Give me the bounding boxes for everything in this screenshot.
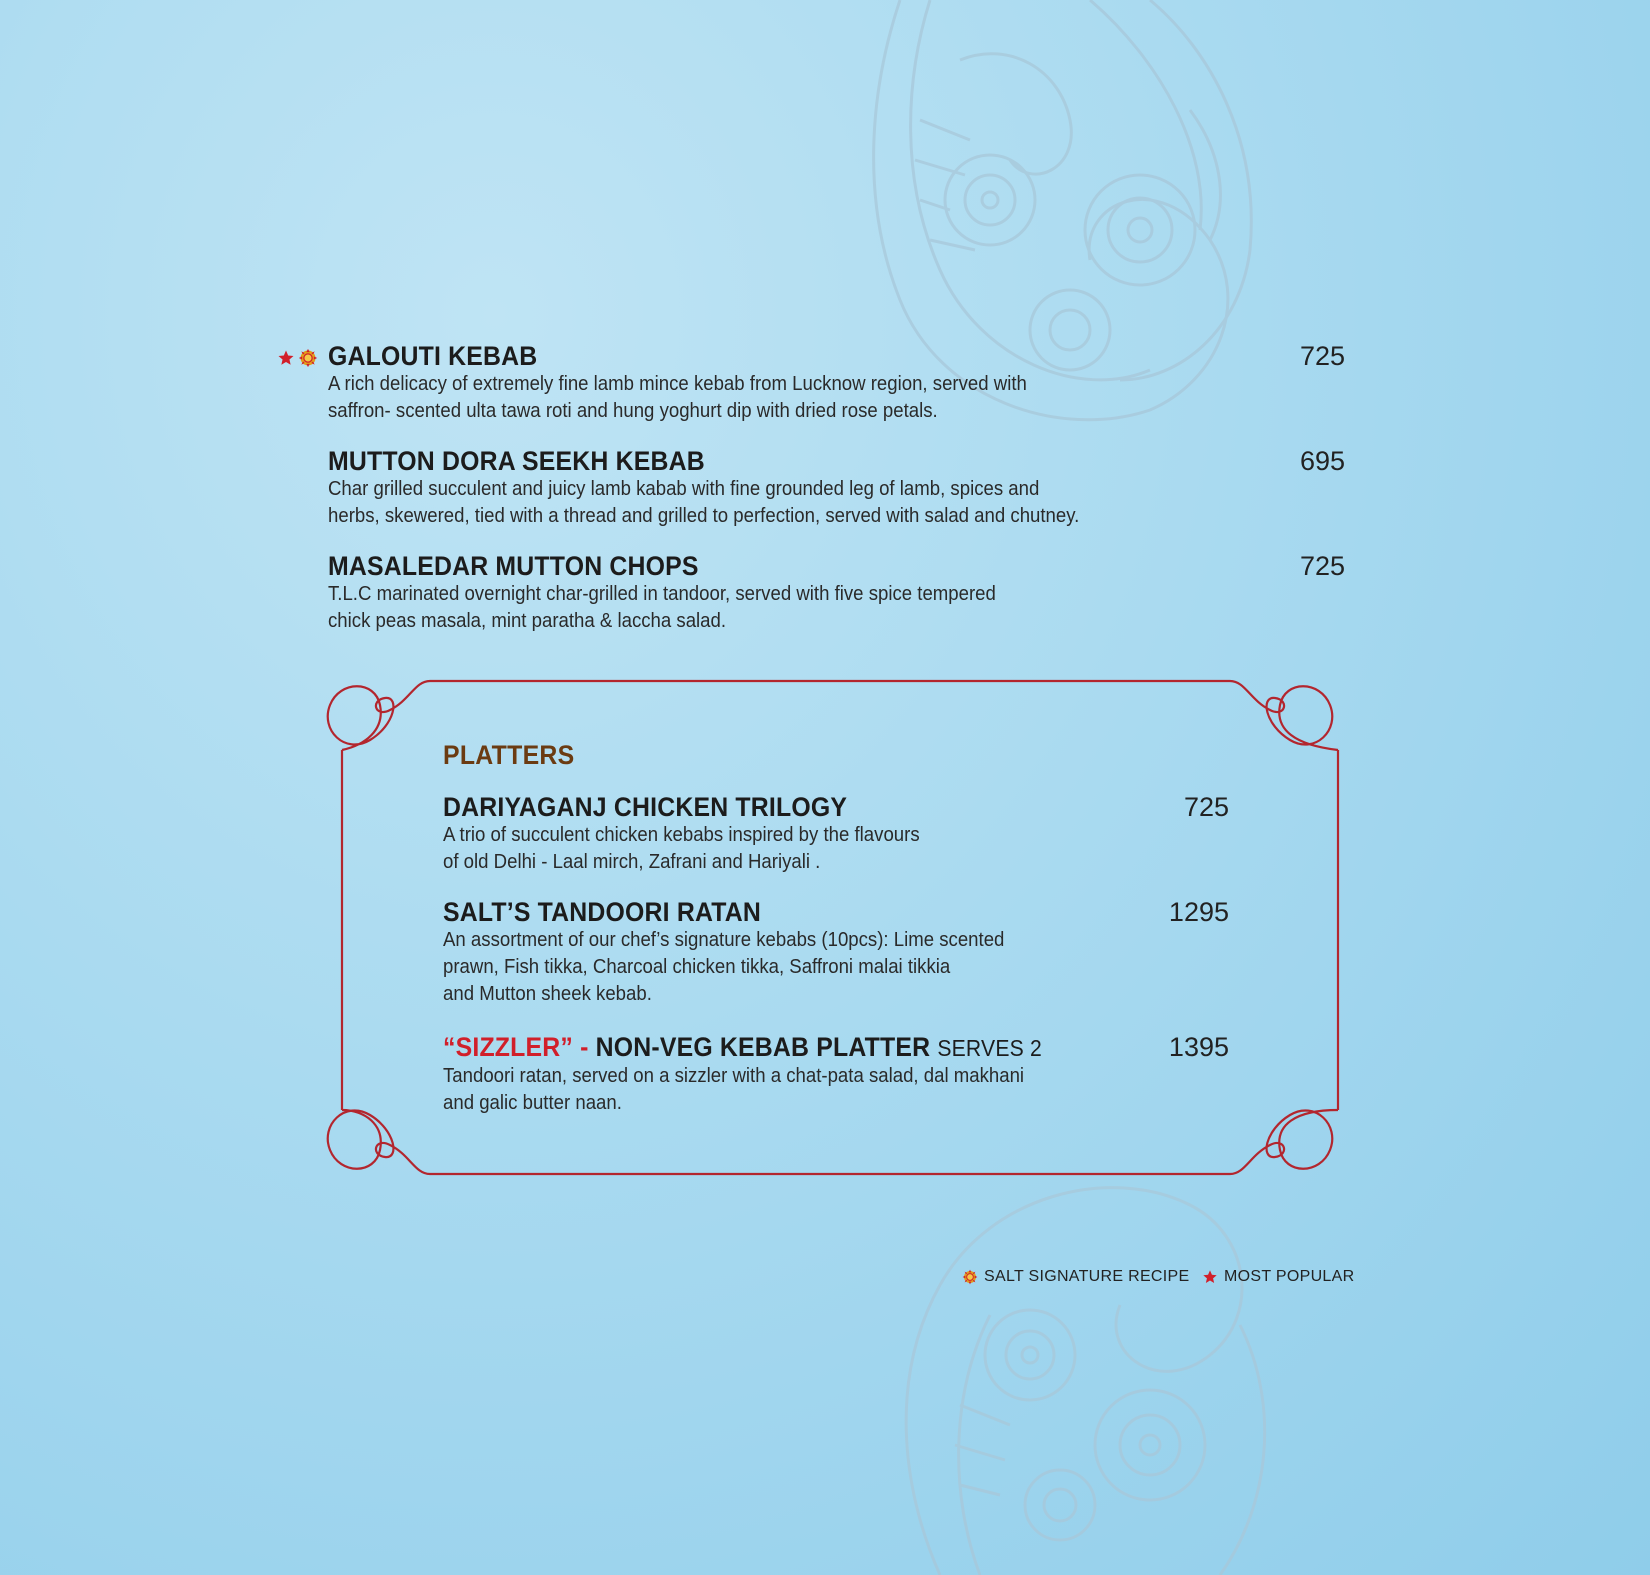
item-price: 695 xyxy=(1299,446,1345,476)
galouti-badges xyxy=(277,348,318,368)
item-description-line: and galic butter naan. xyxy=(443,1092,622,1114)
legend-label: MOST POPULAR xyxy=(1224,1268,1355,1285)
sun-badge-icon xyxy=(298,348,318,368)
menu-item-galouti-kebab xyxy=(328,341,1345,425)
item-description-line: chick peas masala, mint paratha & laccha salad. xyxy=(328,610,727,632)
item-price: 725 xyxy=(1299,551,1345,581)
item-description-line: of old Delhi - Laal mirch, Zafrani and Hariyali . xyxy=(443,851,821,873)
item-price: 1395 xyxy=(1168,1032,1229,1062)
paisley-ornament-bottom xyxy=(880,1125,1280,1575)
item-description-line: saffron- scented ulta tawa roti and hung yoghurt dip with dried rose petals. xyxy=(328,400,938,422)
item-description-line: An assortment of our chef’s signature kebabs (10pcs): Lime scented xyxy=(443,929,1005,951)
item-description-line: T.L.C marinated overnight char-grilled in tandoor, served with five spice tempered xyxy=(328,583,996,605)
item-price: 1295 xyxy=(1168,897,1229,927)
item-description-line: prawn, Fish tikka, Charcoal chicken tikka, Saffroni malai tikkia xyxy=(443,956,951,978)
item-serves: SERVES 2 xyxy=(937,1035,1042,1061)
section-title-platters: PLATTERS xyxy=(443,740,575,770)
platter-item-salts-tandoori-ratan xyxy=(443,897,1229,1008)
item-name-row xyxy=(443,1032,1166,1063)
item-description-line: and Mutton sheek kebab. xyxy=(443,983,652,1005)
menu-item-masaledar-mutton-chops xyxy=(328,551,1345,635)
platter-item-dariyaganj-chicken-trilogy xyxy=(443,792,1229,876)
item-price: 725 xyxy=(1299,341,1345,371)
legend-signature-recipe xyxy=(962,1268,1189,1286)
item-name: SALT’S TANDOORI RATAN xyxy=(443,897,762,927)
legend-most-popular xyxy=(1202,1268,1354,1286)
star-icon xyxy=(277,349,295,367)
item-name: DARIYAGANJ CHICKEN TRILOGY xyxy=(443,792,848,822)
item-description-line: Tandoori ratan, served on a sizzler with a chat-pata salad, dal makhani xyxy=(443,1065,1025,1087)
item-name-highlight: “SIZZLER” - xyxy=(443,1032,589,1062)
item-description-line: herbs, skewered, tied with a thread and grilled to perfection, served with salad and chutney. xyxy=(328,505,1080,527)
star-icon xyxy=(1202,1269,1218,1285)
platter-item-sizzler-non-veg-kebab-platter xyxy=(443,1032,1229,1117)
item-name: MUTTON DORA SEEKH KEBAB xyxy=(328,446,705,476)
item-name: MASALEDAR MUTTON CHOPS xyxy=(328,551,699,581)
item-name: NON-VEG KEBAB PLATTER xyxy=(595,1032,931,1062)
item-price: 725 xyxy=(1183,792,1229,822)
item-description-line: Char grilled succulent and juicy lamb kabab with fine grounded leg of lamb, spices and xyxy=(328,478,1040,500)
sun-badge-icon xyxy=(962,1269,978,1285)
item-description-line: A trio of succulent chicken kebabs inspired by the flavours xyxy=(443,824,920,846)
item-name: GALOUTI KEBAB xyxy=(328,341,538,371)
item-description-line: A rich delicacy of extremely fine lamb mince kebab from Lucknow region, served with xyxy=(328,373,1027,395)
menu-item-mutton-dora-seekh-kebab xyxy=(328,446,1345,530)
legend-label: SALT SIGNATURE RECIPE xyxy=(984,1268,1190,1285)
